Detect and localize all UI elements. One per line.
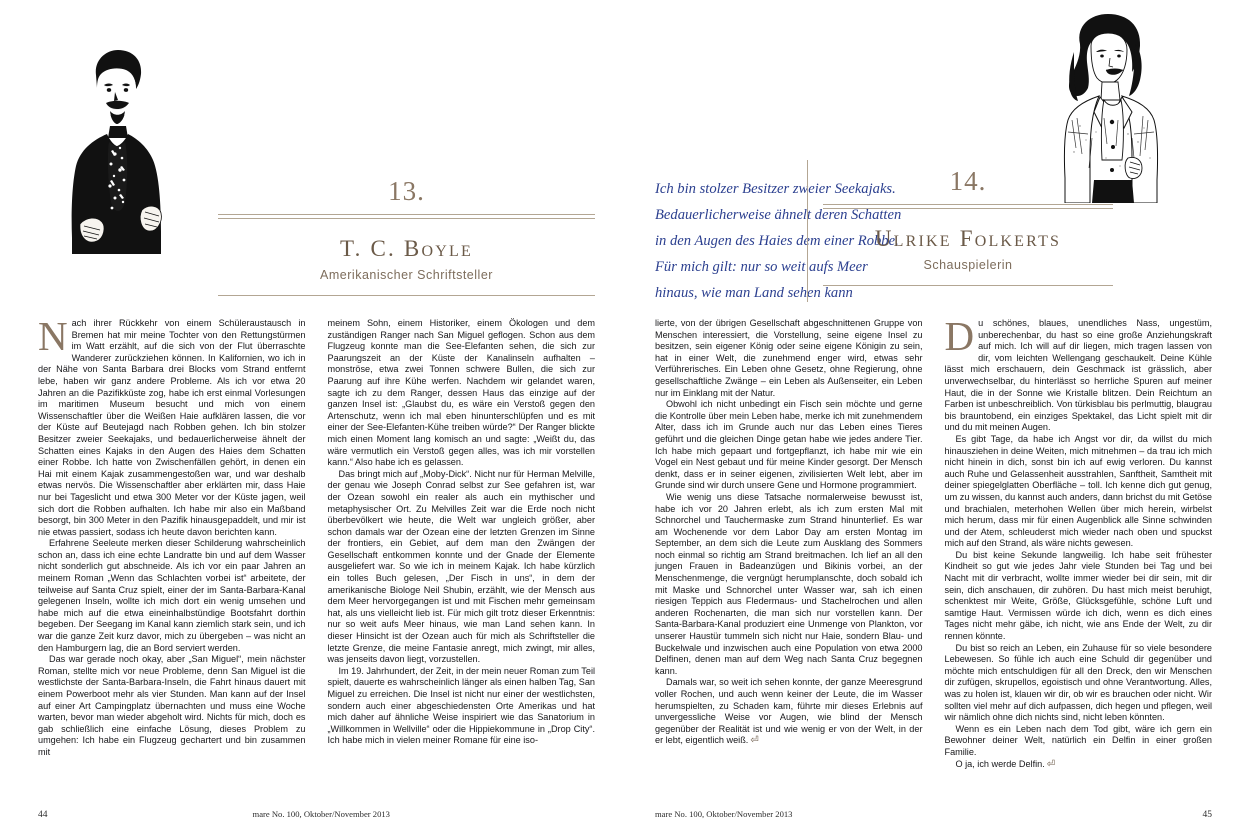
paragraph: meinem Sohn, einem Historiker, einem Ökologen und dem zuständigen Ranger nach San Miguel geflogen. Schon aus dem Flugzeug konnte man die See-Elefanten sehen, die sich zur Paarungszeit an der Küste der Kanalinseln aufhalten – monströse, etwa zwei Tonnen schwere Bullen, die sich zur Paarung auf ihre Kühe werfen. Nachdem wir gelandet waren, sagte ich zu dem Ranger, dessen Haus das einzige auf der ganzen Insel ist: „Glaubst du, es wäre ein Verstoß gegen den Artenschutz, wenn ich mal eben hinunterschlüpfen und es mit einer der See-Elefanten-Kühe treiben würde?“ Der Ranger blickte mich einen Moment lang komisch an und sagte: „Weißt du, das wäre vermutlich ein Verstoß gegen alles, was ich mir vorstellen kann.“ Also habe ich es gelassen. (327, 318, 595, 468)
left-column-1 (38, 313, 306, 759)
footer-left (0, 809, 625, 820)
folio-left: 44 (38, 810, 48, 820)
left-head-zone (38, 0, 595, 300)
paragraph: Im 19. Jahrhundert, der Zeit, in der mein neuer Roman zum Teil spielt, dauerte es wahrscheinlich länger als einen halben Tag, San Miguel zu erreichen. Die Insel ist nicht nur einer der westlichsten, sondern auch einer abgeschiedensten Orte Amerikas und hat mich daher auf ähnliche Weise inspiriert wie das Sanatorium in „Willkommen in Wellville“ oder die Hippiekommune in „Drop City“. Ich habe mich in vielen meiner Romane für eine iso- (327, 665, 595, 746)
right-column-1 (655, 318, 923, 770)
left-title-block (218, 178, 595, 296)
paragraph: O ja, ich werde Delfin. ⏎ (955, 758, 1056, 770)
vertical-divider-rule (807, 160, 808, 302)
end-mark-icon: ⏎ (1046, 758, 1056, 770)
pullquote-line: Für mich gilt: nur so weit aufs Meer (655, 259, 868, 275)
page-right (625, 0, 1250, 834)
paragraph: Es gibt Tage, da habe ich Angst vor dir, da willst du mich hinausziehen in deine Weiten, mich mitnehmen – da trau ich mich nicht hinein in dich, sonst bin ich auf ewig verloren. Du kannst auch Ruhe und Gelassenheit ausstrahlen, Sanftheit, Samtheit mit deiner spiegelglatten Oberfläche – toll. Ich kenne dich gut genug, um zu wissen, du kannst auch anders, dann brichst du mit Getöse und brachialen, meterhohen Wellen über mich herein, wirbelst mich herum, dass mir für einen Augenblick alle Sinne schwinden und der Atem, schleuderst mich wieder nach oben und spuckst mich auf den Strand, als wäre nichts gewesen. (944, 433, 1212, 549)
title-rule-bottom-right (823, 285, 1113, 286)
paragraph: lierte, von der übrigen Gesellschaft abgeschnittenen Gruppe von Menschen interessiert, die Vorstellung, seine eigene Insel zu besitzen, sein eigener König oder seine eigene Königin zu sein, hat in einer Welt, die zunehmend enger wird, etwas sehr Verführerisches. Ein Leben ohne Gesetz, ohne Regierung, ohne gesellschaftliche Zwänge – ein Leben als Außenseiter, ein Leben nur im Einklang mit der Natur. (655, 318, 923, 398)
paragraph: Obwohl ich nicht unbedingt ein Fisch sein möchte und gerne die Kontrolle über mein Leben habe, merke ich mit zunehmendem Alter, dass ich im Grunde auch nur das Leben eines Tieres geführt und die gleichen Dinge getan habe wie jedes andere Tier. Ich habe mich gepaart und fortgepflanzt, ich habe mir wie ein Vogel ein Nest gebaut und für meine Kinder gesorgt. Der Mensch denkt, dass er in seiner eigenen, zivilisierten Welt lebt, aber im Grunde sind wir durch unsere Gene und Hormone programmiert. (655, 399, 923, 491)
portrait-tc-boyle (60, 42, 175, 257)
chapter-number-left: 13. (388, 176, 425, 206)
chapter-number-right: 14. (949, 166, 987, 196)
paragraph: Das war gerade noch okay, aber „San Miguel“, mein nächster Roman, stellte mich vor neue Probleme, denn San Miguel ist die westlichste der Santa-Barbara-Inseln, die Fahrt hinaus dauert mit einem Powerboot mehr als vier Stunden. Man kann auf der Insel auf einer Art Campingplatz übernachten und muss eine Woche warten, bevor man wieder abgeholt wird. Nichts für mich, doch es gab schließlich eine einfache Lösung, dieses Problem zu umgehen: Ich habe ein Flugzeug gechartert und bin zusammen mit (38, 654, 306, 757)
title-rule-top-right (823, 204, 1113, 209)
paragraph: Nach ihrer Rückkehr von einem Schüleraustausch in Bremen hat mir meine Tochter von den Rettungstürmen im Watt erzählt, auf die sich von der Flut überraschte Wanderer zurückziehen können. In Kalifornien, wo ich in der Nähe von Santa Barbara drei Blocks vom Strand entfernt lebe, haben wir ganz andere Probleme. Als ich vor etwa 20 Jahren an die Pazifikküste zog, habe ich erst einmal Vorlesungen im maritimen Museum besucht und mich von einem Wissenschaftler über die Weißen Haie aufklären lassen, die vor der Küste auf Beutejagd nach Robben gehen. Ich bin stolzer Besitzer zweier Seekajaks, und bedauerlicherweise ähnelt der Schatten eines Kajaks in den Augen des Haies dem Schatten einer Robbe. Ich hatte von Zwischenfällen gehört, in denen ein Hai mit einem Kajak zusammengestoßen war, und war deshalb etwas nervös. Die Wissenschaftler aber erklärten mir, dass Haie nur bei Tageslicht und etwa 300 Meter vor der Küste jagen, weil sich dort die Robben aufhalten. Ich habe mir also ein Maßband besorgt, bin 300 Meter in den Pazifik hinausgepaddelt, und mir ist nie etwas passiert, sodass ich heute davon berichten kann. (38, 313, 306, 537)
paragraph: Du bist so reich an Leben, ein Zuhause für so viele besondere Lebewesen. So fühle ich auch eine Schuld dir gegenüber und möchte mich entschuldigen für all den Dreck, den wir Menschen dir zufügen, skrupellos, egoistisch und ohne Verantwortung. Alles, was zu holen ist, klauen wir dir, ob wir es brauchen oder nicht. Wir sollten viel mehr auf dich aufpassen, dich hegen und pflegen, weil wir nämlich ohne dich nichts sind, nicht leben könnten. (944, 642, 1212, 723)
paragraph: Wenn es ein Leben nach dem Tod gibt, wäre ich gern ein Bewohner deiner Welt, natürlich ein Delfin in einer großen Familie. (944, 723, 1212, 757)
paragraph: Das bringt mich auf „Moby-Dick“. Nicht nur für Herman Melville, der genau wie Joseph Conrad selbst zur See gefahren ist, war der Ozean sowohl ein realer als auch ein mythischer und metaphysischer Ort. Zu Melvilles Zeit war die Erde noch nicht überbevölkert wie heute, die Welt war ungleich größer, aber schon damals war der Ozean eine der letzten Grenzen im Sinne der frontiers, ein Gebiet, auf dem man den Zwängen der Gesellschaft entkommen konnte und der Gnade der Elemente ausgeliefert war. So wie ich in meinem Kajak. Ich habe kürzlich ein tolles Buch gelesen, „Der Fisch in uns“, in dem der amerikanische Biologe Neil Shubin, erzählt, wie der Mensch aus dem Meer hervorgegangen ist und mit Fischen mehr gemeinsam hat, als uns vielleicht lieb ist. Für mich gilt trotz dieser Erkenntnis: nur so weit aufs Meer hinaus, wie man Land sehen kann. In dieser Hinsicht ist der Ozean auch für mich als Schriftsteller die letzte Grenze, die meine Fantasie anregt, mich zwingt, mir alles, was jenseits davon liegt, vorzustellen. (327, 468, 595, 665)
paragraph: Erfahrene Seeleute merken dieser Schilderung wahrscheinlich schon an, dass ich eine echte Landratte bin und auf dem Wasser nicht sonderlich gut abschneide. Als ich vor ein paar Jahren an meinem Roman „Wenn das Schlachten vorbei ist“ arbeitete, der teilweise auf Santa Cruz spielt, einer der im Santa-Barbara-Kanal gelegenen Inseln, wollte ich mich dort ein wenig umsehen und habe mich auf die etwa eineinhalbstündige Bootsfahrt dorthin begeben. Der Seegang im Kanal kann ziemlich stark sein, und ich war die ganze Zeit kurz davor, mich zu übergeben – was nicht an den Hamburgern lag, die an Bord serviert werden. (38, 538, 306, 653)
right-body-columns (655, 313, 1212, 770)
issue-line-left: mare No. 100, Oktober/November 2013 (252, 809, 390, 819)
author-name-left: T. C. Boyle (340, 235, 473, 261)
author-role-left: Amerikanischer Schriftsteller (320, 267, 493, 282)
folio-right: 45 (1202, 810, 1212, 820)
paragraph: Damals war, so weit ich sehen konnte, der ganze Meeresgrund voller Rochen, und auch wenn keiner der Leute, die im Wasser herumspielten, zu Schaden kam, führte mir dieses Erlebnis auf unvergessliche Weise vor Augen, wie blind der Mensch gegenüber der Realität ist und wie wenig er von der Welt, in der er lebt, eigentlich weiß. ⏎ (655, 677, 923, 747)
right-head-zone (655, 0, 1212, 300)
paragraph: Du bist keine Sekunde langweilig. Ich habe seit frühester Kindheit so gut wie jedes Jahr viele Stunden bei Tag und bei Nacht mit dir verbracht, wollte immer wieder bei dir sein, mit dir sein, dich anschauen, dir zuhören. Du hast mich meist beruhigt, schenktest mir Weite, Größe, Glücksgefühle, schöne Luft und samtige Haut. Vermissen würde ich dich, wenn es dich eines Tages nicht mehr gäbe, ich nicht, wie ans Ende der Welt, zu dir rennen könnte. (944, 549, 1212, 642)
title-rule-top-left (218, 214, 595, 219)
issue-line-right: mare No. 100, Oktober/November 2013 (655, 809, 793, 819)
right-title-block (823, 168, 1113, 286)
author-role-right: Schauspielerin (923, 257, 1013, 272)
left-column-2 (328, 318, 596, 759)
pullquote-line: Bedauerlicherweise ähnelt deren Schatten (655, 207, 902, 223)
footer-right (625, 809, 1250, 820)
author-name-right: Ulrike Folkerts (874, 225, 1062, 251)
pullquote-line: Ich bin stolzer Besitzer zweier Seekajaks. (655, 181, 896, 197)
title-rule-bottom-left (218, 295, 595, 296)
right-column-2 (944, 313, 1213, 770)
pullquote-line: hinaus, wie man Land sehen kann (655, 285, 853, 301)
paragraph: Du schönes, blaues, unendliches Nass, ungestüm, unberechenbar, du hast so eine große Anziehungskraft auf mich. Ich will auf dir liegen, mich tragen lassen von dir, vom leichten Wellengang geschaukelt. Deine Kühle lässt mich erschauern, dein Geschmack ist grässlich, aber unverwechselbar, du hinterlässt so herrliche Spuren auf meiner Haut, die in der Sonne wie Kristalle blitzen. Dein Reichtum an Farben ist unbeschreiblich. Von türkisblau bis perlmuttig, blaugrau bis brauntobend, ein einziges Spektakel, das Licht spielt mit dir und du mit meinen Augen. (944, 313, 1212, 433)
end-mark-icon: ⏎ (750, 735, 759, 747)
paragraph: Wie wenig uns diese Tatsache normalerweise bewusst ist, habe ich vor 20 Jahren erlebt, als ich zum ersten Mal mit Schnorchel und Tauchermaske zum Strand hinunterlief. Es war am Wochenende vor dem Labor Day am ersten Montag im September, an dem sich die Leute zum Ausklang des Sommers noch einmal so richtig am Strand breitmachen. Ich lief an all den jungen Frauen in Badeanzügen und Bikinis vorbei, an der Menschenmenge, die vergnügt herumplanschte, doch sobald ich mit Maske und Schnorchel unter Wasser war, sah ich einen riesigen Teppich aus Fledermaus- und Stachelrochen und allen anderen Rochenarten, die man sich nur vorstellen kann. Der Santa-Barbara-Kanal produziert eine Unmenge von Plankton, vor unserer Haustür tummeln sich nicht nur Haie, sondern Blau- und Buckelwale und inzwischen auch eine Population von etwa 2000 Delfinen, denen man auf dem Weg nach Santa Cruz begegnen kann. (655, 491, 923, 676)
left-body-columns (38, 313, 595, 759)
pullquote-line: in den Augen des Haies dem einer Robbe. (655, 233, 899, 249)
